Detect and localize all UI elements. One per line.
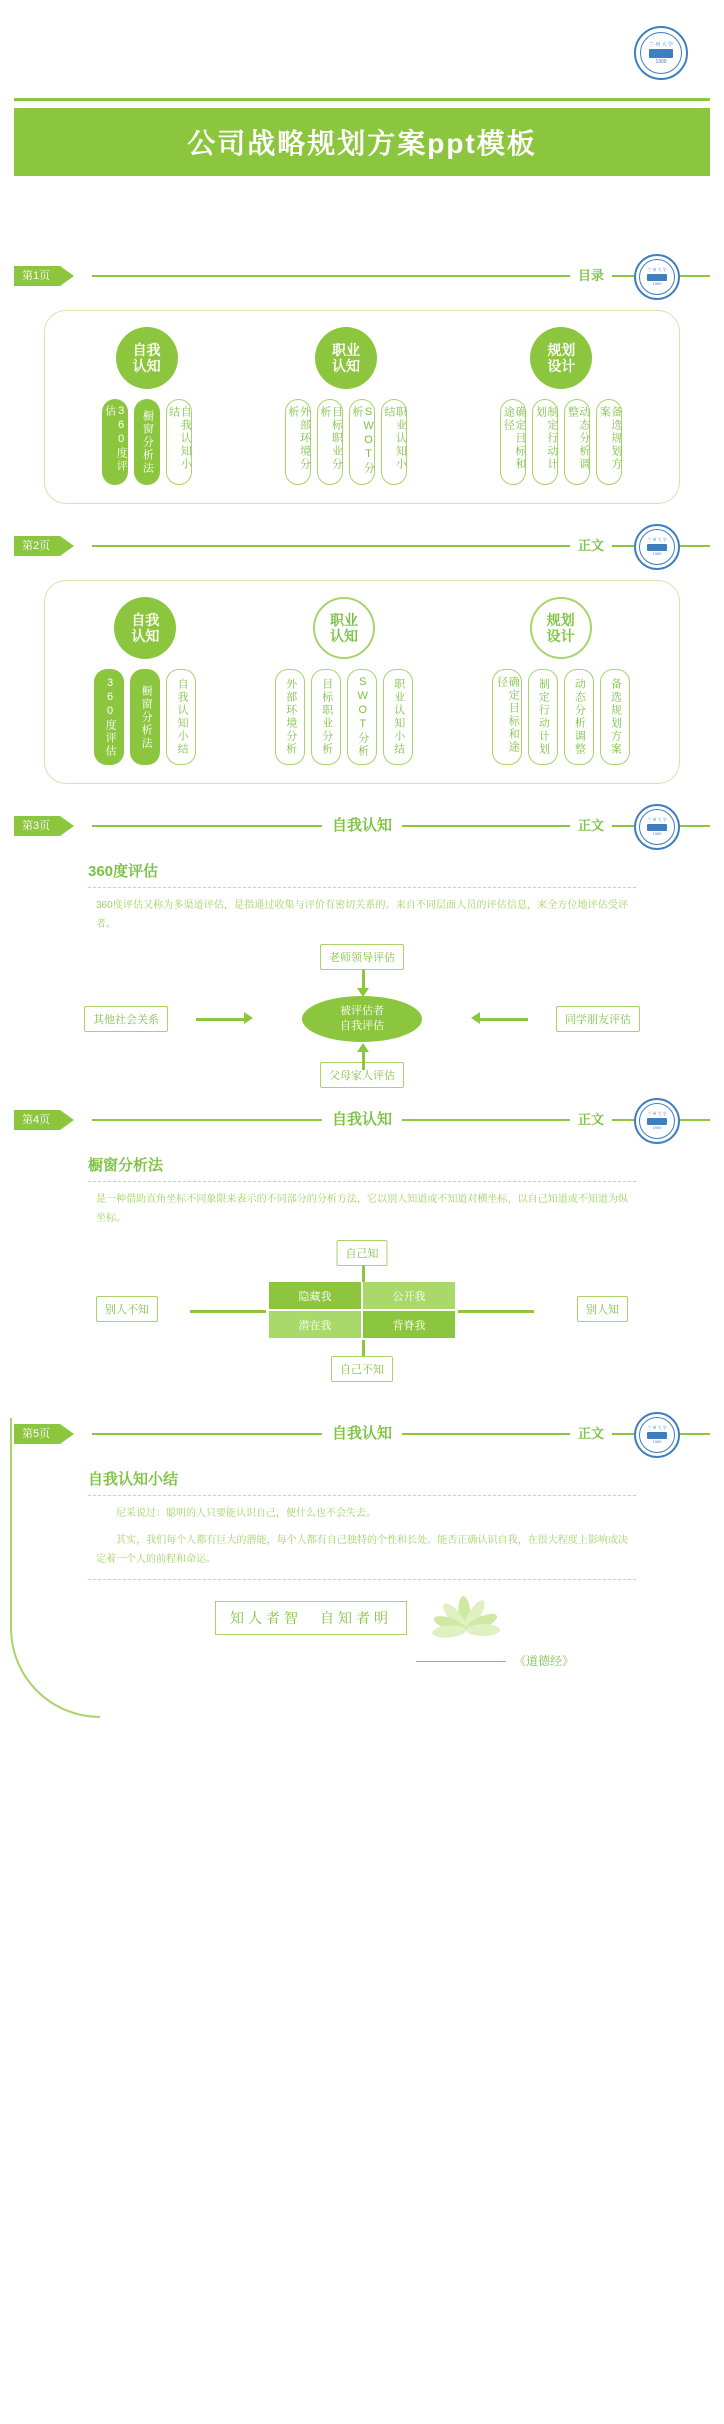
slide-1 (0, 260, 724, 504)
evaluator-right[interactable]: 同学朋友评估 (556, 1006, 640, 1032)
header-rule (92, 275, 710, 277)
slide-3-right-label: 正文 (570, 815, 612, 834)
diagram-item[interactable]: SWOT分析 (349, 399, 375, 485)
diagram-item[interactable]: 动态分析调整 (564, 399, 590, 485)
diagram-column (102, 327, 192, 485)
page-tag: 第1页 (14, 266, 60, 286)
quote-source: 《道德经》 (0, 1652, 574, 1669)
university-seal-icon (634, 1412, 680, 1458)
slide-1-diagram (44, 310, 680, 504)
slide-3-title: 自我认知 (322, 814, 402, 835)
column-heading: 自我 认知 (116, 327, 178, 389)
johari-cell[interactable]: 隐藏我 (268, 1281, 362, 1310)
arrowhead-bottom (357, 1043, 369, 1052)
evaluation-center (302, 996, 422, 1042)
diagram-item[interactable]: 职业认知小结 (381, 399, 407, 485)
cover-title: 公司战略规划方案ppt模板 (187, 128, 537, 159)
diagram-item[interactable]: 目标职业分析 (317, 399, 343, 485)
page-tag: 第5页 (14, 1424, 60, 1444)
cover-top-rule (14, 98, 710, 101)
seal-bar (647, 1432, 667, 1439)
diagram-column (94, 597, 196, 765)
section-divider (88, 1181, 636, 1182)
axis-top[interactable]: 自己知 (337, 1240, 388, 1266)
axis-right[interactable]: 别人知 (577, 1296, 628, 1322)
arrow-down-top (362, 970, 365, 990)
diagram-item[interactable]: 360度评估 (94, 669, 124, 765)
slide-2-diagram (44, 580, 680, 784)
decorative-curve (10, 1418, 100, 1718)
slide-4-right-label: 正文 (570, 1109, 612, 1128)
column-heading: 职业 认知 (313, 597, 375, 659)
seal-top-text: 兰 州 大 学 (648, 41, 674, 48)
page-tag: 第4页 (14, 1110, 60, 1130)
arrow-bottom (362, 1340, 365, 1356)
seal-year: 1909 (652, 280, 662, 286)
axis-bottom[interactable]: 自己不知 (331, 1356, 393, 1382)
seal-year: 1909 (652, 1438, 662, 1444)
arrow-left-right (480, 1018, 528, 1021)
arrowhead-right (471, 1012, 480, 1024)
seal-bar (647, 274, 667, 281)
seal-top-text: 兰 州 大 学 (647, 1110, 667, 1116)
section-title: 自我认知小结 (88, 1471, 179, 1488)
section-divider-2 (88, 1579, 636, 1580)
arrow-top (362, 1266, 365, 1282)
section-title: 橱窗分析法 (88, 1157, 164, 1174)
slide-5 (0, 1418, 724, 1709)
column-heading: 职业 认知 (315, 327, 377, 389)
slide-5-right-label: 正文 (570, 1423, 612, 1442)
seal-bar (649, 49, 673, 58)
diagram-column (492, 597, 630, 765)
evaluator-left[interactable]: 其他社会关系 (84, 1006, 168, 1032)
section-title: 360度评估 (88, 863, 159, 880)
diagram-item[interactable]: 外部环境分析 (275, 669, 305, 765)
diagram-item[interactable]: 外部环境分析 (285, 399, 311, 485)
seal-year: 1909 (652, 1124, 662, 1130)
column-heading: 规划 设计 (530, 327, 592, 389)
diagram-item[interactable]: SWOT分析 (347, 669, 377, 765)
source-rule (416, 1661, 506, 1662)
diagram-item[interactable]: 制定行动计划 (528, 669, 558, 765)
johari-cell[interactable]: 潜在我 (268, 1310, 362, 1339)
page-tag: 第3页 (14, 816, 60, 836)
axis-left[interactable]: 别人不知 (96, 1296, 158, 1322)
slide-3-header (0, 810, 724, 850)
lotus-flower-icon (423, 1596, 509, 1640)
diagram-item[interactable]: 备选规划方案 (596, 399, 622, 485)
arrowhead-top (357, 988, 369, 997)
slide-4-header (0, 1104, 724, 1144)
university-seal-icon (634, 804, 680, 850)
arrowhead-left (244, 1012, 253, 1024)
seal-year: 1909 (652, 550, 662, 556)
seal-bar (647, 824, 667, 831)
diagram-item[interactable]: 360度评估 (102, 399, 128, 485)
section-paragraph: 是一种借助直角坐标不同象限来表示的不同部分的分析方法，它以别人知道或不知道对横坐标，以自己知道或不知道为纵坐标。 (96, 1194, 628, 1224)
paragraph-1: 尼采说过：聪明的人只要能认识自己，便什么也不会失去。 (116, 1508, 376, 1519)
diagram-column (275, 597, 413, 765)
seal-top-text: 兰 州 大 学 (647, 266, 667, 272)
seal-top-text: 兰 州 大 学 (647, 816, 667, 822)
slide-2-header (0, 530, 724, 570)
slide-1-title: 目录 (570, 265, 612, 284)
diagram-item[interactable]: 确定目标和途径 (492, 669, 522, 765)
column-heading: 规划 设计 (530, 597, 592, 659)
diagram-item[interactable]: 目标职业分析 (311, 669, 341, 765)
seal-bar (647, 544, 667, 551)
seal-bar (647, 1118, 667, 1125)
university-seal-icon (634, 254, 680, 300)
slide-4 (0, 1104, 724, 1410)
diagram-item[interactable]: 自我认知小结 (166, 669, 196, 765)
university-seal-icon (634, 26, 688, 80)
arrow-up-bottom (362, 1052, 365, 1070)
header-rule (92, 545, 710, 547)
diagram-item[interactable]: 橱窗分析法 (134, 399, 160, 485)
section-divider (88, 1495, 636, 1496)
column-heading: 自我 认知 (114, 597, 176, 659)
arrow-left (190, 1310, 266, 1313)
diagram-item[interactable]: 橱窗分析法 (130, 669, 160, 765)
university-seal-icon (634, 524, 680, 570)
diagram-item[interactable]: 制定行动计划 (532, 399, 558, 485)
seal-top-text: 兰 州 大 学 (647, 536, 667, 542)
university-seal-icon (634, 1098, 680, 1144)
cover-title-band (14, 108, 710, 176)
johari-grid (267, 1280, 457, 1340)
section-divider (88, 887, 636, 888)
evaluation-diagram (0, 944, 724, 1094)
johari-window-diagram (0, 1240, 724, 1410)
diagram-item[interactable]: 职业认知小结 (383, 669, 413, 765)
center-line-2: 自我评估 (340, 1020, 384, 1032)
arrow-right (458, 1310, 534, 1313)
quote-row (0, 1596, 724, 1640)
quote-text: 知人者智 自知者明 (215, 1601, 407, 1635)
slide-3 (0, 810, 724, 1094)
johari-cell[interactable]: 背脊我 (362, 1310, 456, 1339)
evaluator-top[interactable]: 老师领导评估 (320, 944, 404, 970)
diagram-item[interactable]: 确定目标和途径 (500, 399, 526, 485)
diagram-item[interactable]: 自我认知小结 (166, 399, 192, 485)
cover-slide (0, 0, 724, 260)
diagram-column (285, 327, 407, 485)
diagram-item[interactable]: 动态分析调整 (564, 669, 594, 765)
center-line-1: 被评估者 (340, 1004, 384, 1017)
paragraph-2: 其实，我们每个人都有巨大的潜能，每个人都有自己独特的个性和长处。能否正确认识自我，在很大程度上影响或决定着一个人的前程和命运。 (96, 1535, 628, 1565)
seal-top-text: 兰 州 大 学 (647, 1424, 667, 1430)
slide-5-header (0, 1418, 724, 1458)
diagram-item[interactable]: 备选规划方案 (600, 669, 630, 765)
evaluator-bottom[interactable]: 父母家人评估 (320, 1062, 404, 1088)
section-paragraph: 360度评估又称为多渠道评估，是指通过收集与评价有密切关系的、来自不同层面人员的评估信息，来全方位地评估受评者。 (96, 900, 628, 930)
johari-cell[interactable]: 公开我 (362, 1281, 456, 1310)
slide-4-title: 自我认知 (322, 1108, 402, 1129)
slide-2 (0, 530, 724, 784)
arrow-right-left (196, 1018, 244, 1021)
seal-year: 1909 (655, 58, 667, 65)
slide-2-right-label: 正文 (570, 535, 612, 554)
page-tag: 第2页 (14, 536, 60, 556)
seal-year: 1909 (652, 830, 662, 836)
slide-1-header (0, 260, 724, 300)
slide-5-title: 自我认知 (322, 1422, 402, 1443)
diagram-column (500, 327, 622, 485)
